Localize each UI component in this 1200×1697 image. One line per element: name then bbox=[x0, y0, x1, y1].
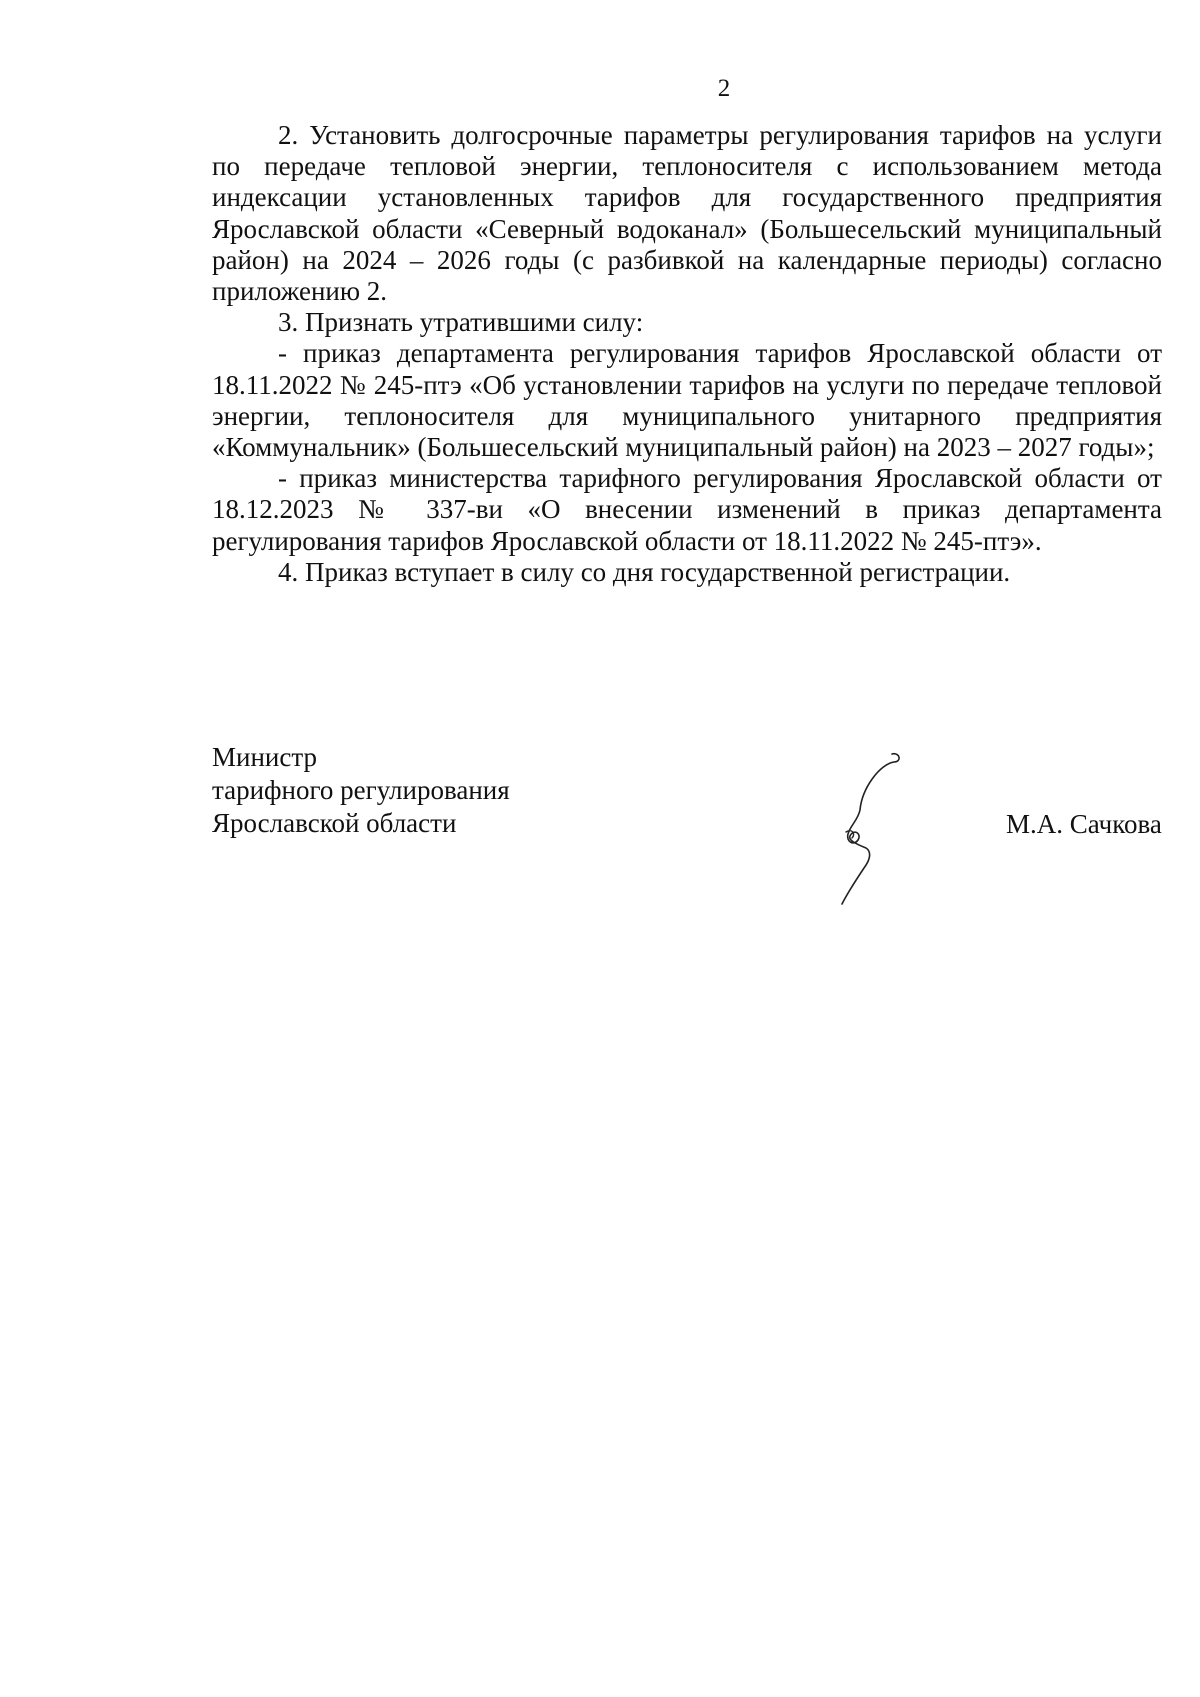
paragraph-item-3: 3. Признать утратившими силу: bbox=[278, 307, 644, 338]
signatory-position bbox=[212, 741, 510, 840]
signatory-position-line: тарифного регулирования bbox=[212, 775, 510, 805]
paragraph-item-4: 4. Приказ вступает в силу со дня государственной регистрации. bbox=[278, 556, 1011, 587]
paragraph-item-3-sub-1: - приказ департамента регулирования тарифов Ярославской области от 18.11.2022 № 245-птэ «Об установлении тарифов на услуги по передаче тепловой энергии, теплоносителя для муниципального унитарного предприятия «Коммунальник» (Большесельский муниципальный район) на 2023 – 2027 годы»; bbox=[212, 338, 1162, 463]
handwritten-signature bbox=[840, 748, 920, 908]
signatory-name: М.А. Сачкова bbox=[1006, 809, 1162, 839]
paragraph-item-3-sub-2: - приказ министерства тарифного регулирования Ярославской области от 18.12.2023 № 337-ви «О внесении изменений в приказ департамента регулирования тарифов Ярославской области от 18.11.2022 № 245-птэ». bbox=[212, 463, 1162, 556]
page-number: 2 bbox=[717, 75, 731, 102]
signatory-position-line: Ярославской области bbox=[212, 808, 457, 838]
document-body bbox=[212, 120, 1162, 588]
signatory-position-line: Министр bbox=[212, 742, 317, 772]
paragraph-item-2: 2. Установить долгосрочные параметры регулирования тарифов на услуги по передаче тепловой энергии, теплоносителя с использованием метода индексации установленных тарифов для государственного предприятия Ярославской области «Северный водоканал» (Большесельский муниципальный район) на 2024 – 2026 годы (с разбивкой на календарные периоды) согласно приложению 2. bbox=[212, 120, 1162, 307]
